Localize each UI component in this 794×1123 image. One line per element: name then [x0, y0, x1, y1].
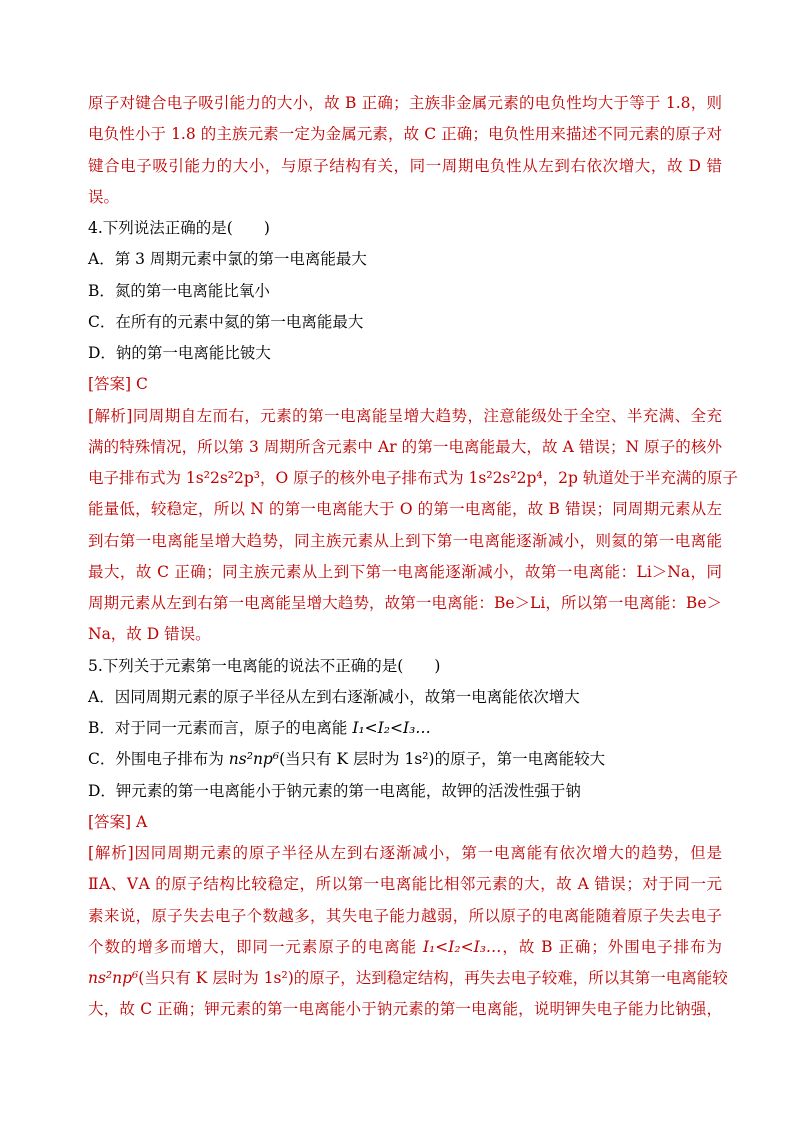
question-4-analysis-line: 到右第一电离能呈增大趋势，同主族元素从上到下第一电离能逐渐减小，则氦的第一电离能 — [88, 531, 722, 550]
question-4-analysis-line: 满的特殊情况，所以第 3 周期所含元素中 Ar 的第一电离能最大，故 A 错误；N 原子的核外 — [88, 437, 722, 456]
question-5-option-b — [88, 713, 722, 744]
question-5-analysis-line: ⅡA、ⅤA 的原子结构比较稳定，所以第一电离能比相邻元素的大，故 A 错误；对于同一元 — [88, 875, 722, 894]
option-text-after: (当只有 K 层时为 1s²)的原子，第一电离能较大 — [279, 750, 606, 769]
previous-analysis-line: 电负性小于 1.8 的主族元素一定为金属元素，故 C 正确；电负性用来描述不同元素的原子对 — [88, 125, 722, 144]
option-text: B．对于同一元素而言，原子的电离能 — [88, 719, 353, 737]
question-4-analysis-line: 能量低，较稳定，所以 N 的第一电离能大于 O 的第一电离能，故 B 错误；同周期元素从左 — [88, 500, 722, 519]
question-5-analysis-line: [解析]因同周期元素的原子半径从左到右逐渐减小，第一电离能有依次增大的趋势，但是 — [88, 844, 722, 862]
question-4-analysis-line: 周期元素从左到右第一电离能呈增大趋势，故第一电离能：Be＞Li，所以第一电离能：Be＞ — [88, 594, 722, 612]
question-4-analysis-line: 最大，故 C 正确；同主族元素从上到下第一电离能逐渐减小，故第一电离能：Li＞Na，同 — [88, 562, 722, 581]
question-5-stem: 5.下列关于元素第一电离能的说法不正确的是( ) — [88, 656, 441, 675]
analysis-text: 个数的增多而增大，即同一元素原子的电离能 — [88, 937, 423, 956]
question-4-stem: 4.下列说法正确的是( ) — [88, 219, 270, 237]
question-4-option-c: C．在所有的元素中氦的第一电离能最大 — [88, 312, 364, 331]
question-5-analysis-line — [88, 932, 722, 963]
question-5-option-a: A．因同周期元素的原子半径从左到右逐渐减小，故第一电离能依次增大 — [88, 687, 580, 706]
previous-analysis-line: 原子对键合电子吸引能力的大小，故 B 正确；主族非金属元素的电负性均大于等于 1.8，则 — [88, 94, 722, 112]
question-5-analysis-line — [88, 963, 728, 994]
ionization-energy-formula: I₁<I₂<I₃… — [352, 719, 431, 737]
question-5-option-c — [88, 744, 722, 775]
question-5-analysis-line: 素来说，原子失去电子个数越多，其失电子能力越弱，所以原子的电离能随着原子失去电子 — [88, 906, 722, 925]
question-4-answer: [答案] C — [88, 375, 148, 394]
option-text: C．外围电子排布为 — [88, 750, 229, 769]
analysis-text-after: ，故 B 正确；外围电子排布为 — [501, 937, 722, 956]
question-5-answer: [答案] A — [88, 812, 148, 831]
electron-configuration-formula: ns²np⁶ — [228, 750, 280, 769]
previous-analysis-line: 键合电子吸引能力的大小，与原子结构有关，同一周期电负性从左到右依次增大，故 D 错 — [88, 156, 722, 175]
electron-configuration-formula: ns²np⁶ — [88, 969, 139, 987]
question-4-analysis-line: Na，故 D 错误。 — [88, 625, 211, 644]
question-4-option-d: D．钠的第一电离能比铍大 — [88, 344, 271, 362]
question-4-option-b: B．氮的第一电离能比氧小 — [88, 281, 270, 300]
ionization-energy-formula: I₁<I₂<I₃… — [422, 937, 502, 956]
question-5-analysis-line: 大，故 C 正确；钾元素的第一电离能小于钠元素的第一电离能，说明钾失电子能力比钠强， — [88, 1000, 722, 1019]
previous-analysis-line: 误。 — [88, 187, 120, 206]
question-5-option-d: D．钾元素的第一电离能小于钠元素的第一电离能，故钾的活泼性强于钠 — [88, 781, 581, 800]
page-content — [88, 88, 738, 1026]
analysis-text-after: (当只有 K 层时为 1s²)的原子，达到稳定结构，再失去电子较难，所以其第一电离能较 — [138, 969, 728, 987]
question-4-analysis-line: [解析]同周期自左而右，元素的第一电离能呈增大趋势，注意能级处于全空、半充满、全充 — [88, 406, 722, 425]
question-4-option-a: A．第 3 周期元素中氯的第一电离能最大 — [88, 250, 367, 269]
question-4-analysis-line: 电子排布式为 1s²2s²2p³，O 原子的核外电子排布式为 1s²2s²2p⁴，2p 轨道处于半充满的原子 — [88, 469, 738, 487]
